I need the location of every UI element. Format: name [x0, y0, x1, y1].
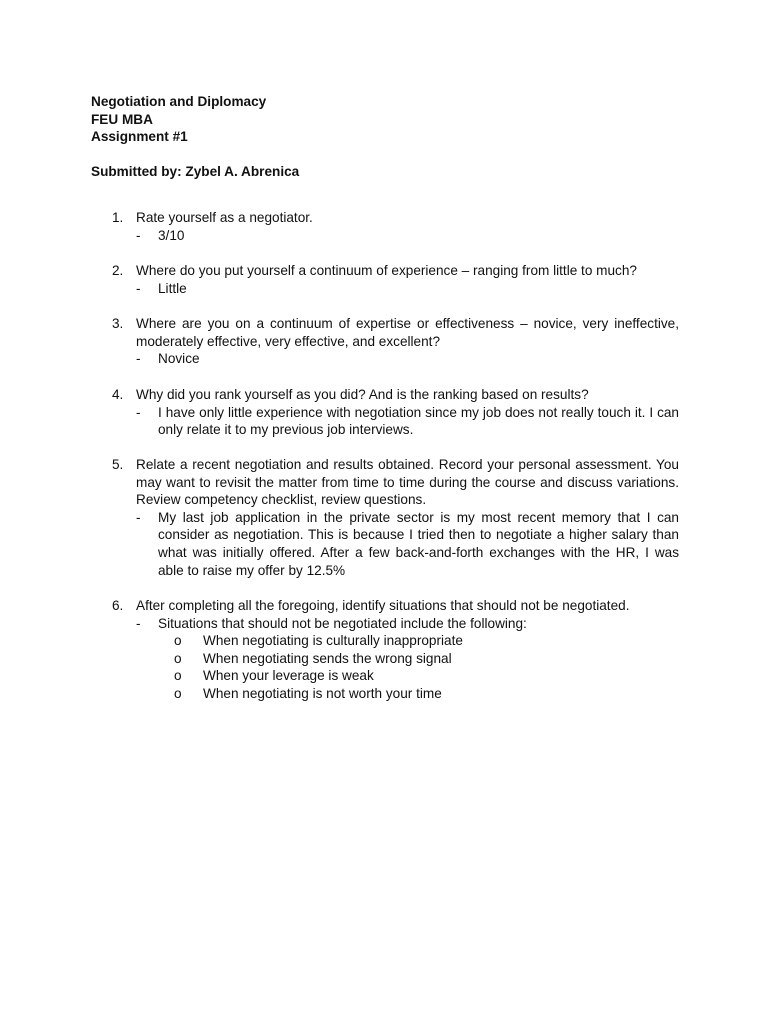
question-number: 4. — [112, 387, 124, 402]
question-text: Where do you put yourself a continuum of experience – ranging from little to much? — [136, 263, 637, 278]
question-text: Where are you on a continuum of expertise or effectiveness – novice, very ineffective, moderately effective, very effective, and excellent? — [136, 316, 679, 349]
assignment-title: Assignment #1 — [91, 129, 188, 145]
bullet-text: When negotiating is not worth your time — [203, 685, 442, 701]
answer — [136, 509, 679, 579]
question-item — [112, 456, 679, 579]
answer — [136, 227, 679, 245]
submitted-by: Submitted by: Zybel A. Abrenica — [91, 164, 300, 179]
question-number: 3. — [112, 316, 124, 331]
list-item — [174, 650, 679, 668]
question-number: 2. — [112, 263, 124, 278]
question-item — [112, 386, 679, 439]
question-number: 5. — [112, 457, 124, 472]
answer-text: Novice — [158, 351, 200, 367]
bullet-list — [174, 632, 679, 702]
question-item — [112, 262, 679, 297]
list-item — [174, 667, 679, 685]
bullet-marker: o — [174, 633, 182, 649]
list-item — [174, 685, 679, 703]
answer-text: I have only little experience with negotiation since my job does not really touch it. I can only relate it to my previous job interviews. — [158, 404, 679, 438]
answer — [136, 350, 679, 368]
answer-text: Little — [158, 280, 187, 296]
dash-marker: - — [136, 351, 141, 367]
bullet-marker: o — [174, 685, 182, 701]
dash-marker: - — [136, 615, 141, 631]
answer — [136, 404, 679, 439]
question-number: 6. — [112, 598, 124, 613]
answer — [136, 280, 679, 298]
course-title: Negotiation and Diplomacy — [91, 94, 267, 109]
bullet-text: When negotiating is culturally inappropriate — [203, 633, 463, 649]
question-item — [112, 315, 679, 368]
dash-marker: - — [136, 227, 141, 243]
bullet-text: When your leverage is weak — [203, 668, 374, 684]
question-text: Relate a recent negotiation and results obtained. Record your personal assessment. You may want to revisit the matter from time to time during the course and discuss variations. Review competency checklist, review questions. — [136, 457, 679, 508]
dash-marker: - — [136, 404, 141, 420]
dash-marker: - — [136, 509, 141, 525]
document-header — [91, 93, 266, 146]
answer-text: My last job application in the private sector is my most recent memory that I can consider as negotiation. This is because I tried then to negotiate a higher salary than what was initially offered. After a few back-and-forth exchanges with the HR, I was able to raise my offer by 12.5% — [158, 509, 679, 578]
answer-text: Situations that should not be negotiated include the following: — [158, 615, 527, 631]
question-text: Why did you rank yourself as you did? And is the ranking based on results? — [136, 387, 589, 402]
question-text: Rate yourself as a negotiator. — [136, 210, 313, 225]
question-item — [112, 597, 679, 703]
answer-text: 3/10 — [158, 227, 185, 243]
program-name: FEU MBA — [91, 111, 153, 127]
question-item — [112, 209, 679, 244]
dash-marker: - — [136, 280, 141, 296]
list-item — [174, 632, 679, 650]
question-text: After completing all the foregoing, identify situations that should not be negotiated. — [136, 598, 630, 613]
bullet-marker: o — [174, 668, 182, 684]
question-number: 1. — [112, 210, 124, 225]
bullet-marker: o — [174, 650, 182, 666]
bullet-text: When negotiating sends the wrong signal — [203, 650, 452, 666]
answer — [136, 615, 679, 633]
